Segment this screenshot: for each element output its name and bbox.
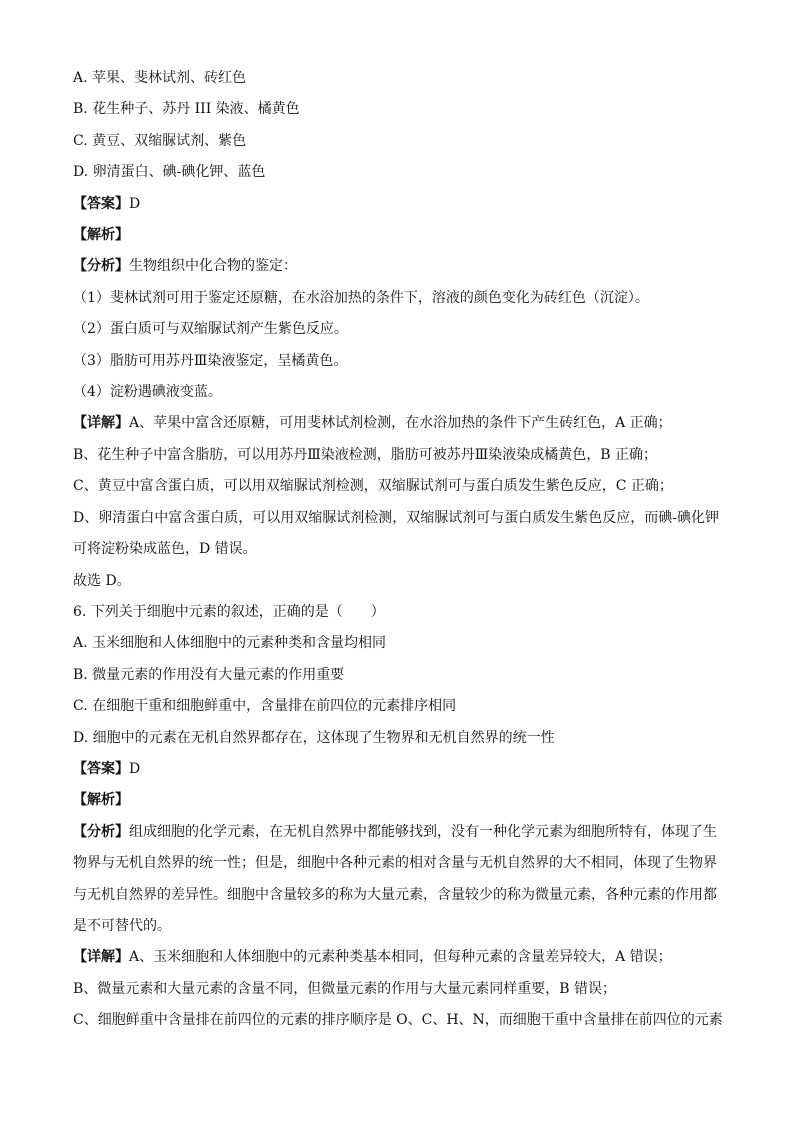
text-line (73, 283, 723, 314)
document-page (73, 63, 723, 1037)
text-line (73, 1005, 723, 1036)
line-text: 6. 下列关于细胞中元素的叙述，正确的是（ ） (73, 603, 385, 620)
line-text: B. 花生种子、苏丹 III 染液、橘黄色 (73, 101, 300, 118)
text-line (73, 157, 723, 188)
line-text: 物界与无机自然界的统一性；但是，细胞中各种元素的相对含量与无机自然界的大不相同，体现了生物界 (73, 855, 717, 872)
text-line (73, 628, 723, 659)
text-line (73, 377, 723, 408)
text-line (73, 566, 723, 597)
text-line (73, 785, 723, 816)
line-text: A、玉米细胞和人体细胞中的元素种类基本相同，但每种元素的含量差异较大，A 错误； (129, 949, 672, 966)
text-line (73, 723, 723, 754)
line-text: （1）斐林试剂可用于鉴定还原糖，在水浴加热的条件下，溶液的颜色变化为砖红色（沉淀）。 (73, 289, 649, 306)
section-label: 【分析】 (73, 823, 129, 840)
line-text: 是不可替代的。 (73, 917, 171, 934)
text-line (73, 503, 723, 534)
text-line (73, 534, 723, 565)
text-line (73, 440, 723, 471)
section-label: 【分析】 (73, 258, 129, 275)
text-line (73, 126, 723, 157)
section-label: 【答案】 (73, 195, 129, 212)
section-label: 【解析】 (73, 792, 129, 809)
line-text: （2）蛋白质可与双缩脲试剂产生紫色反应。 (73, 321, 348, 338)
text-line (73, 880, 723, 911)
text-line (73, 848, 723, 879)
line-text: A. 苹果、斐林试剂、砖红色 (73, 70, 247, 86)
text-line (73, 942, 723, 973)
line-text: B、花生种子中富含脂肪，可以用苏丹Ⅲ染液检测，脂肪可被苏丹Ⅲ染液染成橘黄色，B 正确； (73, 446, 658, 463)
line-text: C、黄豆中富含蛋白质，可以用双缩脲试剂检测，双缩脲试剂可与蛋白质发生紫色反应，C 正确； (73, 478, 673, 495)
line-text: B. 微量元素的作用没有大量元素的作用重要 (73, 666, 345, 683)
text-line (73, 817, 723, 848)
line-text: A. 玉米细胞和人体细胞中的元素种类和含量均相同 (73, 635, 387, 652)
text-line (73, 314, 723, 345)
line-text: 可将淀粉染成蓝色，D 错误。 (73, 541, 257, 558)
text-line (73, 911, 723, 942)
line-text: 与无机自然界的差异性。细胞中含量较多的称为大量元素，含量较少的称为微量元素，各种元素的作用都 (73, 886, 717, 903)
text-line (73, 94, 723, 125)
section-label: 【解析】 (73, 227, 129, 244)
line-text: 组成细胞的化学元素，在无机自然界中都能够找到，没有一种化学元素为细胞所特有，体现了生 (129, 823, 717, 840)
text-line (73, 189, 723, 220)
line-text: 故选 D。 (73, 572, 131, 589)
line-text: D、卵清蛋白中富含蛋白质，可以用双缩脲试剂检测，双缩脲试剂可与蛋白质发生紫色反应，而碘-碘化钾 (73, 509, 719, 526)
text-line (73, 63, 723, 94)
text-line (73, 408, 723, 439)
line-text: C. 黄豆、双缩脲试剂、紫色 (73, 132, 247, 149)
line-text: D. 细胞中的元素在无机自然界都存在，这体现了生物界和无机自然界的统一性 (73, 729, 555, 746)
text-line (73, 597, 723, 628)
text-line (73, 691, 723, 722)
text-line (73, 471, 723, 502)
line-text: D. 卵清蛋白、碘-碘化钾、蓝色 (73, 164, 266, 181)
section-label: 【详解】 (73, 415, 129, 432)
line-text: D (129, 195, 141, 212)
line-text: C、细胞鲜重中含量排在前四位的元素的排序顺序是 O、C、H、N，而细胞干重中含量排在前四位的元素 (73, 1012, 723, 1029)
text-line (73, 754, 723, 785)
text-line (73, 974, 723, 1005)
text-line (73, 220, 723, 251)
section-label: 【答案】 (73, 760, 129, 777)
text-line (73, 346, 723, 377)
text-line (73, 251, 723, 282)
line-text: 生物组织中化合物的鉴定： (129, 258, 297, 275)
line-text: （4）淀粉遇碘液变蓝。 (73, 384, 222, 401)
line-text: C. 在细胞干重和细胞鲜重中，含量排在前四位的元素排序相同 (73, 698, 457, 715)
line-text: （3）脂肪可用苏丹Ⅲ染液鉴定，呈橘黄色。 (73, 352, 348, 369)
line-text: B、微量元素和大量元素的含量不同，但微量元素的作用与大量元素同样重要，B 错误； (73, 980, 617, 997)
section-label: 【详解】 (73, 949, 129, 966)
text-line (73, 660, 723, 691)
line-text: D (129, 760, 141, 777)
line-text: A、苹果中富含还原糖，可用斐林试剂检测，在水浴加热的条件下产生砖红色，A 正确； (129, 415, 672, 432)
